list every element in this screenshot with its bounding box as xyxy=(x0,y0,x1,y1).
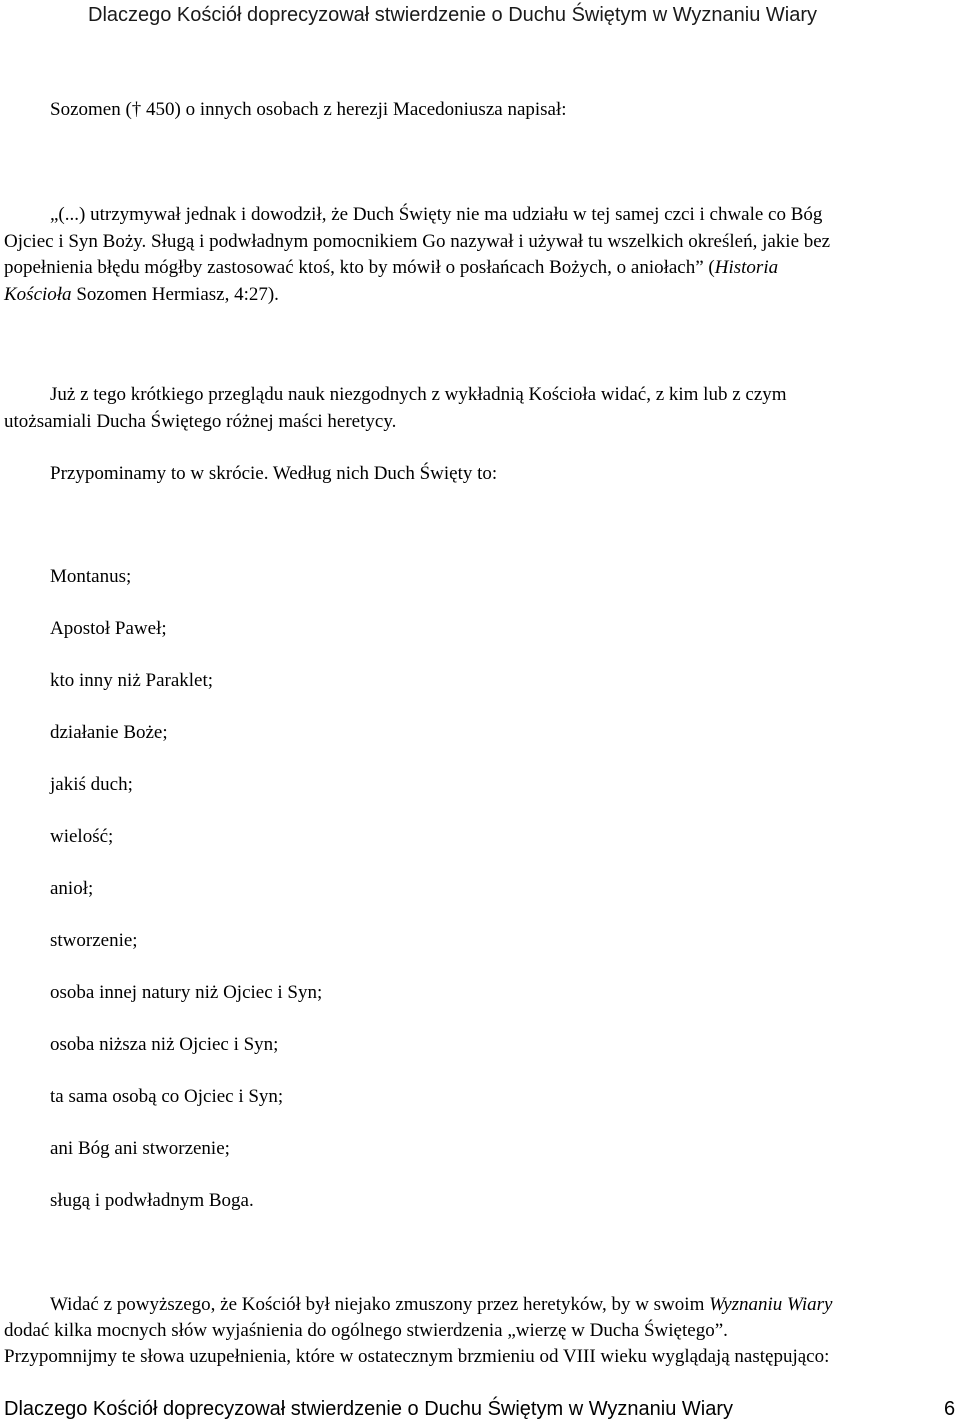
paragraph-line: Przypomnijmy te słowa uzupełnienia, które w ostatecznym brzmieniu od VIII wieku wyglądają następująco: xyxy=(4,1346,830,1367)
quote-line xyxy=(4,255,778,281)
paragraph-text: Widać z powyższego, że Kościół był niejako zmuszony przez heretyków, by w swoim xyxy=(50,1294,710,1315)
quote-line xyxy=(4,282,279,308)
quote-source-italic: Kościoła xyxy=(4,284,72,305)
list-item: Montanus; xyxy=(50,566,132,587)
list-item: ta sama osobą co Ojciec i Syn; xyxy=(50,1086,284,1107)
quote-line: Ojciec i Syn Boży. Sługą i podwładnym pomocnikiem Go nazywał i używał tu wszelkich określeń, jakie bez xyxy=(4,231,831,252)
quote-text: Sozomen Hermiasz, 4:27). xyxy=(71,284,279,305)
page-footer-title: Dlaczego Kościół doprecyzował stwierdzenie o Duchu Świętym w Wyznaniu Wiary xyxy=(4,1398,733,1420)
paragraph-line: dodać kilka mocnych słów wyjaśnienia do ogólnego stwierdzenia „wierzę w Ducha Świętego”. xyxy=(4,1320,728,1341)
page-number: 6 xyxy=(944,1398,956,1420)
list-item: działanie Boże; xyxy=(50,722,168,743)
list-item: osoba innej natury niż Ojciec i Syn; xyxy=(50,982,323,1003)
list-item: Apostoł Paweł; xyxy=(50,618,167,639)
page-header-title: Dlaczego Kościół doprecyzował stwierdzenie o Duchu Świętym w Wyznaniu Wiary xyxy=(88,4,817,26)
list-item: ani Bóg ani stworzenie; xyxy=(50,1138,230,1159)
list-item: anioł; xyxy=(50,878,94,899)
quote-text: popełnienia błędu mógłby zastosować ktoś, kto by mówił o posłańcach Bożych, o aniołach” ( xyxy=(4,257,715,278)
quote-source-italic: Historia xyxy=(714,257,779,278)
list-item: jakiś duch; xyxy=(50,774,133,795)
list-item: sługą i podwładnym Boga. xyxy=(50,1190,254,1211)
quote-line: „(...) utrzymywał jednak i dowodził, że Duch Święty nie ma udziału w tej samej czci i chwale co Bóg xyxy=(50,204,823,225)
list-item: osoba niższa niż Ojciec i Syn; xyxy=(50,1034,279,1055)
paragraph-italic: Wyznaniu Wiary xyxy=(709,1294,833,1315)
paragraph-line: utożsamiali Ducha Świętego różnej maści heretycy. xyxy=(4,411,397,432)
list-item: stworzenie; xyxy=(50,930,138,951)
paragraph-line: Już z tego krótkiego przeglądu nauk niezgodnych z wykładnią Kościoła widać, z kim lub z czym xyxy=(50,384,787,405)
list-item: kto inny niż Paraklet; xyxy=(50,670,214,691)
list-intro: Przypominamy to w skrócie. Według nich Duch Święty to: xyxy=(50,463,498,484)
paragraph-line xyxy=(50,1292,832,1318)
list-item: wielość; xyxy=(50,826,114,847)
intro-paragraph: Sozomen († 450) o innych osobach z herezji Macedoniusza napisał: xyxy=(50,99,567,120)
